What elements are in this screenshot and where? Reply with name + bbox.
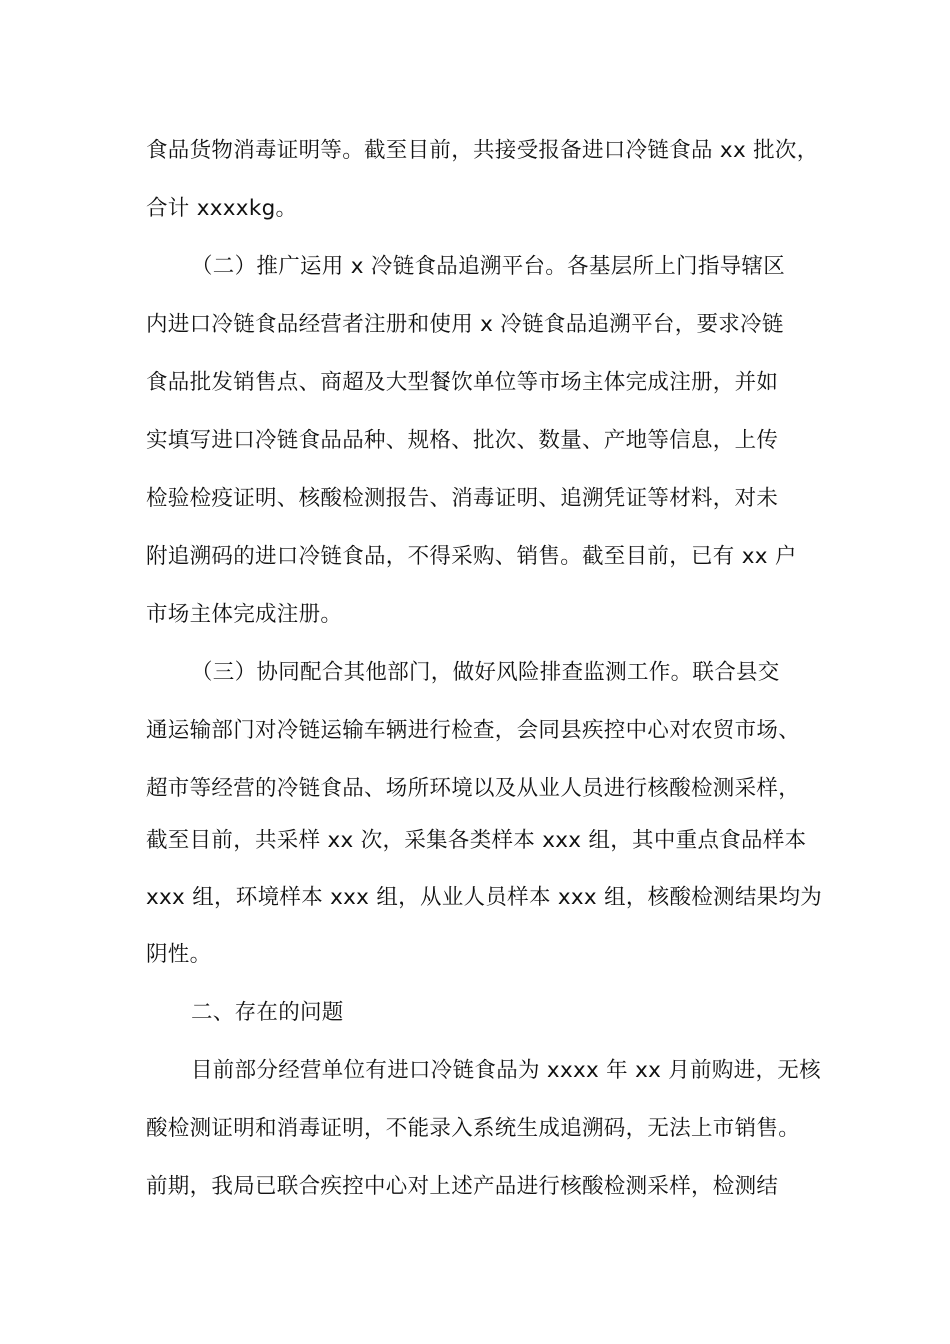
text-line-15: 阴性。 — [146, 942, 212, 967]
text-line-19: 前期，我局已联合疾控中心对上述产品进行核酸检测采样，检测结 — [146, 1174, 779, 1199]
text-line-12: 超市等经营的冷链食品、场所环境以及从业人员进行核酸检测采样， — [146, 776, 801, 801]
text-line-10: （三）协同配合其他部门，做好风险排查监测工作。联合县交 — [191, 660, 780, 685]
text-line-3: （二）推广运用 x 冷链食品追溯平台。各基层所上门指导辖区 — [191, 254, 786, 279]
text-line-5: 食品批发销售点、商超及大型餐饮单位等市场主体完成注册，并如 — [146, 370, 779, 395]
text-line-2: 合计 xxxxkg。 — [146, 196, 298, 221]
text-line-14: xxx 组，环境样本 xxx 组，从业人员样本 xxx 组，核酸检测结果均为 — [146, 885, 823, 910]
text-line-6: 实填写进口冷链食品品种、规格、批次、数量、产地等信息，上传 — [146, 428, 779, 453]
section-heading: 二、存在的问题 — [191, 1000, 344, 1025]
text-line-17: 目前部分经营单位有进口冷链食品为 xxxx 年 xx 月前购进，无核 — [191, 1058, 821, 1083]
text-line-9: 市场主体完成注册。 — [146, 602, 343, 627]
text-line-13: 截至目前，共采样 xx 次，采集各类样本 xxx 组，其中重点食品样本 — [146, 828, 807, 853]
text-line-18: 酸检测证明和消毒证明，不能录入系统生成追溯码，无法上市销售。 — [146, 1116, 801, 1141]
text-line-8: 附追溯码的进口冷链食品，不得采购、销售。截至目前，已有 xx 户 — [146, 544, 797, 569]
text-line-1: 食品货物消毒证明等。截至目前，共接受报备进口冷链食品 xx 批次， — [146, 138, 819, 163]
text-line-7: 检验检疫证明、核酸检测报告、消毒证明、追溯凭证等材料，对未 — [146, 486, 779, 511]
text-line-11: 通运输部门对冷链运输车辆进行检查，会同县疾控中心对农贸市场、 — [146, 718, 801, 743]
text-line-4: 内进口冷链食品经营者注册和使用 x 冷链食品追溯平台，要求冷链 — [146, 312, 784, 337]
